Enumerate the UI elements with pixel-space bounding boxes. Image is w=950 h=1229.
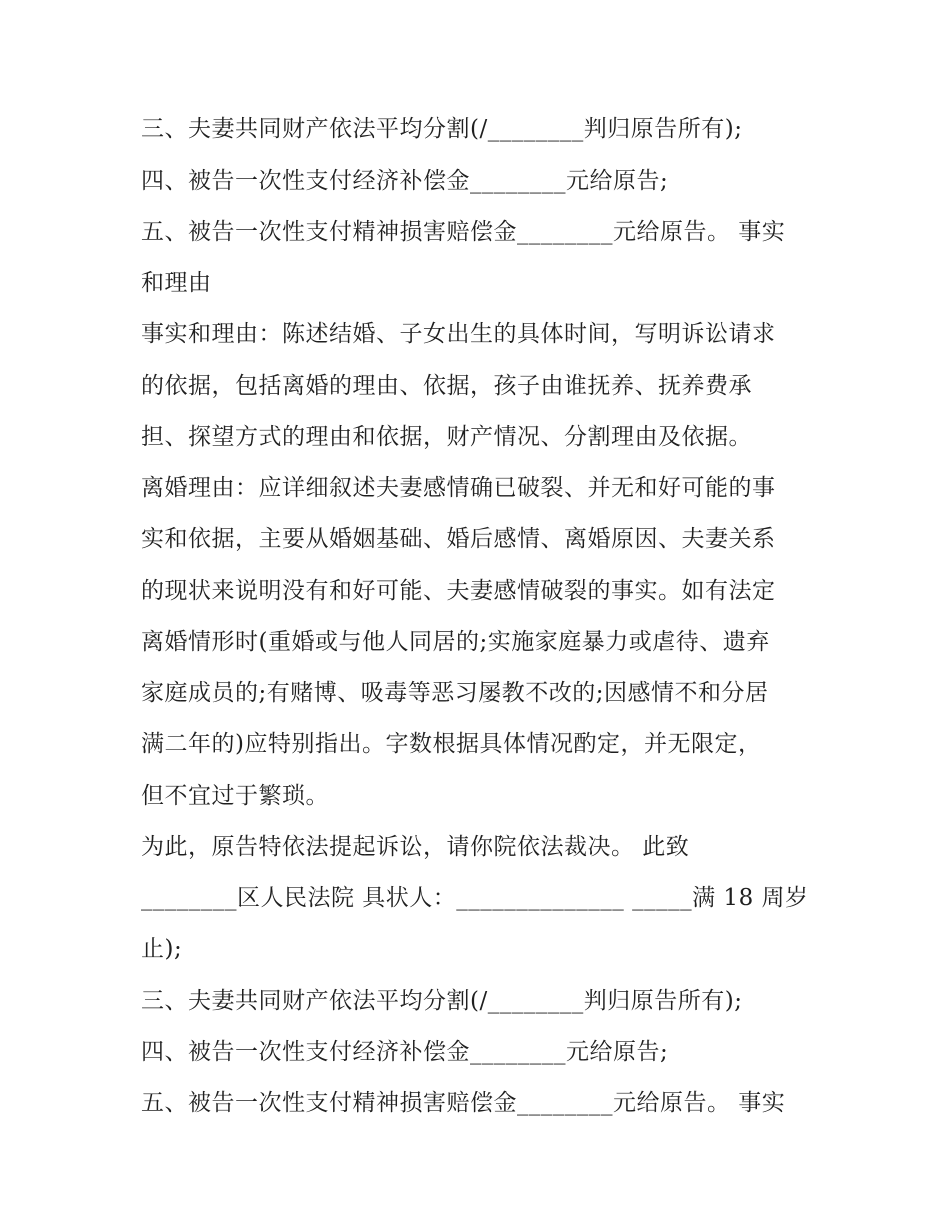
- text-line-1: 三、夫妻共同财产依法平均分割(/________判归原告所有);: [141, 116, 743, 142]
- text-line-13: 满二年的)应特别指出。字数根据具体情况酌定，并无限定，: [141, 731, 762, 757]
- text-line-12: 家庭成员的;有赌博、吸毒等恶习屡教不改的;因感情不和分居: [141, 680, 769, 706]
- text-line-11: 离婚情形时(重婚或与他人同居的;实施家庭暴力或虐待、遗弃: [141, 629, 770, 655]
- text-line-9: 实和依据，主要从婚姻基础、婚后感情、离婚原因、夫妻关系: [141, 526, 776, 552]
- text-line-19: 四、被告一次性支付经济补偿金________元给原告;: [141, 1039, 669, 1065]
- text-line-3: 五、被告一次性支付精神损害赔偿金________元给原告。 事实: [141, 219, 786, 245]
- text-line-17: 止);: [141, 936, 183, 962]
- text-line-2: 四、被告一次性支付经济补偿金________元给原告;: [141, 168, 669, 194]
- text-line-5: 事实和理由：陈述结婚、子女出生的具体时间，写明诉讼请求: [141, 321, 776, 347]
- text-line-6: 的依据，包括离婚的理由、依据，孩子由谁抚养、抚养费承: [141, 373, 752, 399]
- text-line-16: ________区人民法院 具状人：______________ _____满 18 周岁: [141, 885, 809, 911]
- text-line-4: 和理由: [141, 270, 212, 296]
- text-line-18: 三、夫妻共同财产依法平均分割(/________判归原告所有);: [141, 988, 743, 1014]
- text-line-10: 的现状来说明没有和好可能、夫妻感情破裂的事实。如有法定: [141, 578, 776, 604]
- text-line-8: 离婚理由：应详细叙述夫妻感情确已破裂、并无和好可能的事: [141, 475, 776, 501]
- text-line-15: 为此，原告特依法提起诉讼，请你院依法裁决。 此致: [141, 834, 690, 860]
- text-line-20: 五、被告一次性支付精神损害赔偿金________元给原告。 事实: [141, 1090, 786, 1116]
- text-line-14: 但不宜过于繁琐。: [141, 783, 329, 809]
- text-line-7: 担、探望方式的理由和依据，财产情况、分割理由及依据。: [141, 424, 752, 450]
